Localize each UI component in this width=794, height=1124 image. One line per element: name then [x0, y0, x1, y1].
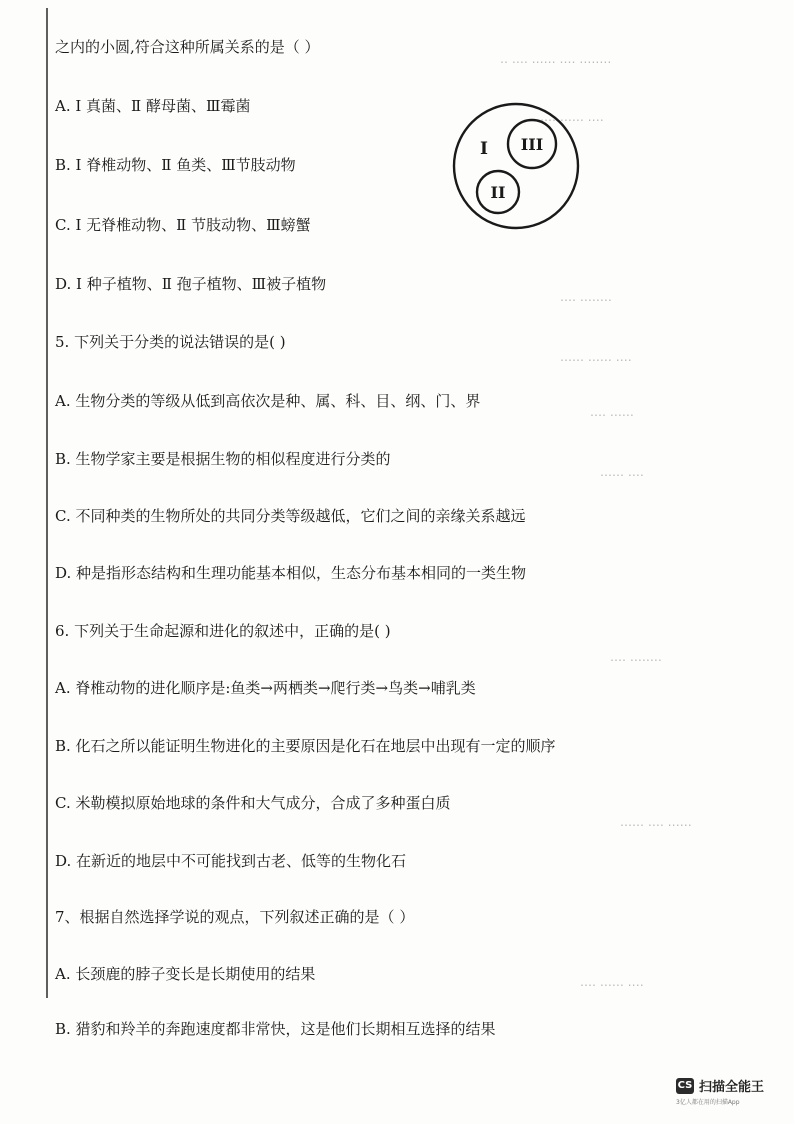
question-7-stem: 7、根据自然选择学说的观点，下列叙述正确的是（ ） [55, 908, 415, 926]
question-4-option-c: C. Ⅰ 无脊椎动物、Ⅱ 节肢动物、Ⅲ螃蟹 [55, 216, 311, 234]
question-6-option-c: C. 米勒模拟原始地球的条件和大气成分，合成了多种蛋白质 [55, 794, 451, 812]
bleed-through-text: ‥‥ ‥‥‥‥ [610, 650, 662, 664]
bleed-through-text: ‥‥ ‥‥‥ [590, 405, 634, 419]
left-margin-line [46, 8, 48, 998]
scanner-app-name: 扫描全能王 [699, 1080, 765, 1095]
question-6-option-b: B. 化石之所以能证明生物进化的主要原因是化石在地层中出现有一定的顺序 [55, 737, 556, 755]
question-6-option-a: A. 脊椎动物的进化顺序是:鱼类→两栖类→爬行类→鸟类→哺乳类 [55, 679, 476, 697]
scanner-logo [676, 1076, 764, 1095]
question-7-option-b: B. 猎豹和羚羊的奔跑速度都非常快，这是他们长期相互选择的结果 [55, 1020, 496, 1038]
question-5-option-b: B. 生物学家主要是根据生物的相似程度进行分类的 [55, 450, 391, 468]
question-4-option-d: D. Ⅰ 种子植物、Ⅱ 孢子植物、Ⅲ被子植物 [55, 275, 327, 293]
inner-circle-top-label: III [520, 135, 544, 154]
bleed-through-text: ‥‥‥ ‥‥ ‥‥‥ [620, 815, 692, 829]
question-5-option-d: D. 种是指形态结构和生理功能基本相似，生态分布基本相同的一类生物 [55, 564, 527, 582]
inner-circle-bottom-label: II [490, 183, 506, 202]
question-4-stem-continued: 之内的小圆,符合这种所属关系的是（ ） [55, 38, 320, 56]
scanner-tagline: 3亿人都在用的扫描App [676, 1099, 740, 1106]
question-4-option-a: A. Ⅰ 真菌、Ⅱ 酵母菌、Ⅲ霉菌 [55, 97, 251, 115]
question-4-option-b: B. Ⅰ 脊椎动物、Ⅱ 鱼类、Ⅲ节肢动物 [55, 156, 296, 174]
bleed-through-text: ‥‥‥ ‥‥‥ ‥‥ [560, 350, 632, 364]
question-5-option-a: A. 生物分类的等级从低到高依次是种、属、科、目、纲、门、界 [55, 392, 481, 410]
question-6-option-d: D. 在新近的地层中不可能找到古老、低等的生物化石 [55, 852, 407, 870]
venn-diagram [450, 98, 590, 238]
bleed-through-text: ‥‥ ‥‥‥ ‥‥ [580, 975, 644, 989]
question-6-stem: 6. 下列关于生命起源和进化的叙述中，正确的是( ) [55, 622, 391, 640]
outer-circle [454, 104, 578, 228]
question-5-option-c: C. 不同种类的生物所处的共同分类等级越低，它们之间的亲缘关系越远 [55, 507, 526, 525]
question-7-option-a: A. 长颈鹿的脖子变长是长期使用的结果 [55, 965, 316, 983]
bleed-through-text: ‥‥ ‥‥‥‥ [560, 290, 612, 304]
outer-circle-label: I [480, 139, 488, 159]
bleed-through-text: ‥‥‥ ‥‥ [600, 465, 644, 479]
bleed-through-text: ‥‥ ‥‥‥ ‥‥ [540, 110, 604, 124]
bleed-through-text: ‥ ‥‥ ‥‥‥ ‥‥ ‥‥‥‥ [500, 52, 612, 66]
question-5-stem: 5. 下列关于分类的说法错误的是( ) [55, 333, 286, 351]
camscanner-icon: CS [676, 1078, 694, 1094]
